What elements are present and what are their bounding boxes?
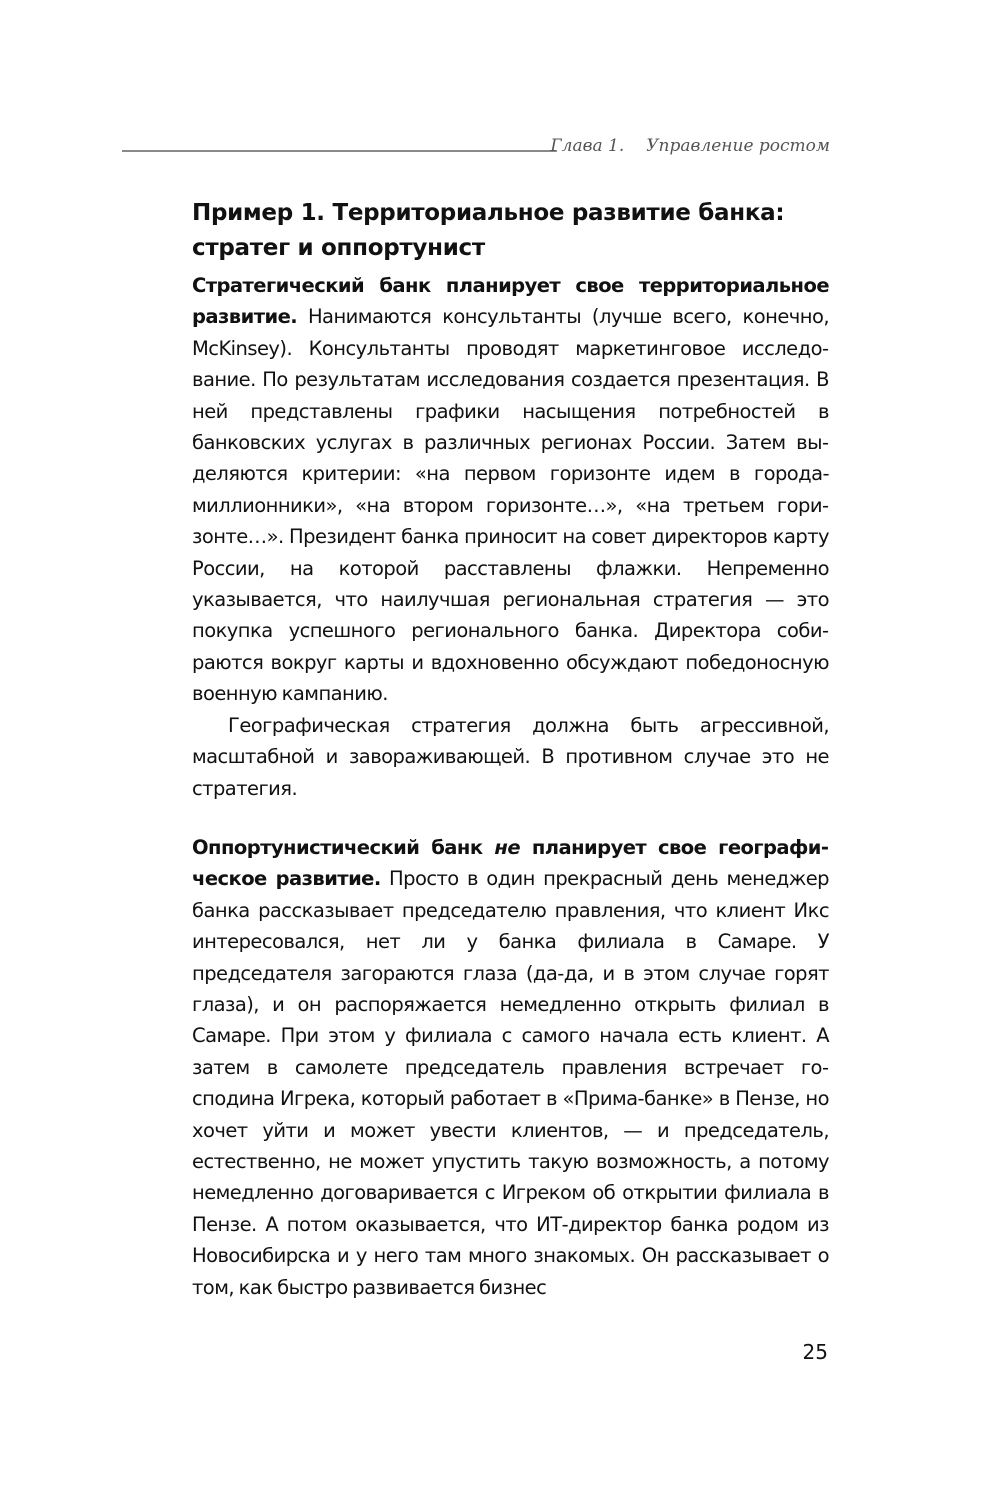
paragraph-opportunistic-bank [192,832,829,1303]
section-heading-line2: стратег и оппортунист [192,235,485,261]
lead-bold-part: Оппортунистический банк [192,835,495,859]
running-header [122,136,830,166]
paragraph-strategic-bank [192,270,829,710]
paragraph-body: Географическая стратегия должна быть агрессивной, масштабной и завораживающей. В противном случае это не стратегия. [192,713,829,800]
section-heading [192,196,829,266]
page-content [192,196,829,1303]
section-gap [192,804,829,832]
section-heading-line1: Пример 1. Территориальное развитие банка: [192,200,785,226]
paragraph-lead-bold: Стратегический банк планирует свое территориальное развитие. [192,274,829,329]
lead-bold-part: планирует свое географическое развитие. [192,835,830,891]
paragraph-body: Нанимаются консультанты (лучше всего, конечно, McKinsey). Консультанты проводят маркетинговое исследование. По результатам исследования создается презентация. В ней представлены графики насыщения потребностей в банковских услугах в различных регионах России. Затем выделяются критерии: «на первом горизонте идем в города-миллионники», «на втором горизонте…», «на третьем горизонте…». Президент банка приносит на совет директоров карту России, на которой расставлены флажки. Непременно указывается, что наилучшая региональная стратегия — это покупка успешного регионального банка. Директора собираются вокруг карты и вдохновенно обсуждают победоносную военную кампанию. [192,305,829,706]
paragraph-geographic-strategy [192,710,829,804]
page-number: 25 [802,1340,828,1364]
header-rule [122,150,557,152]
paragraph-body: Просто в один прекрасный день менеджер банка рассказывает председателю правления, что клиент Икс интересовался, нет ли у банка филиала в Самаре. У председателя загораются глаза (да-да, и в этом случае горят глаза), и он распоряжается немедленно открыть филиал в Самаре. При этом у филиала с самого начала есть клиент. А затем в самолете председатель правления встречает господина Игрека, который работает в «Прима-банке» в Пензе, но хочет уйти и может увести клиентов, — и председатель, естественно, не может упустить такую возможность, а потому немедленно договаривается с Игреком об открытии филиала в Пензе. А потом оказывается, что ИТ-директор банка родом из Новосибирска и у него там много знакомых. Он рассказывает о том, как быстро развивается бизнес [192,867,829,1299]
header-chapter: Глава 1. [550,136,625,156]
header-text [550,136,830,156]
header-title: Управление ростом [646,136,830,156]
lead-bold-italic: не [494,835,520,859]
